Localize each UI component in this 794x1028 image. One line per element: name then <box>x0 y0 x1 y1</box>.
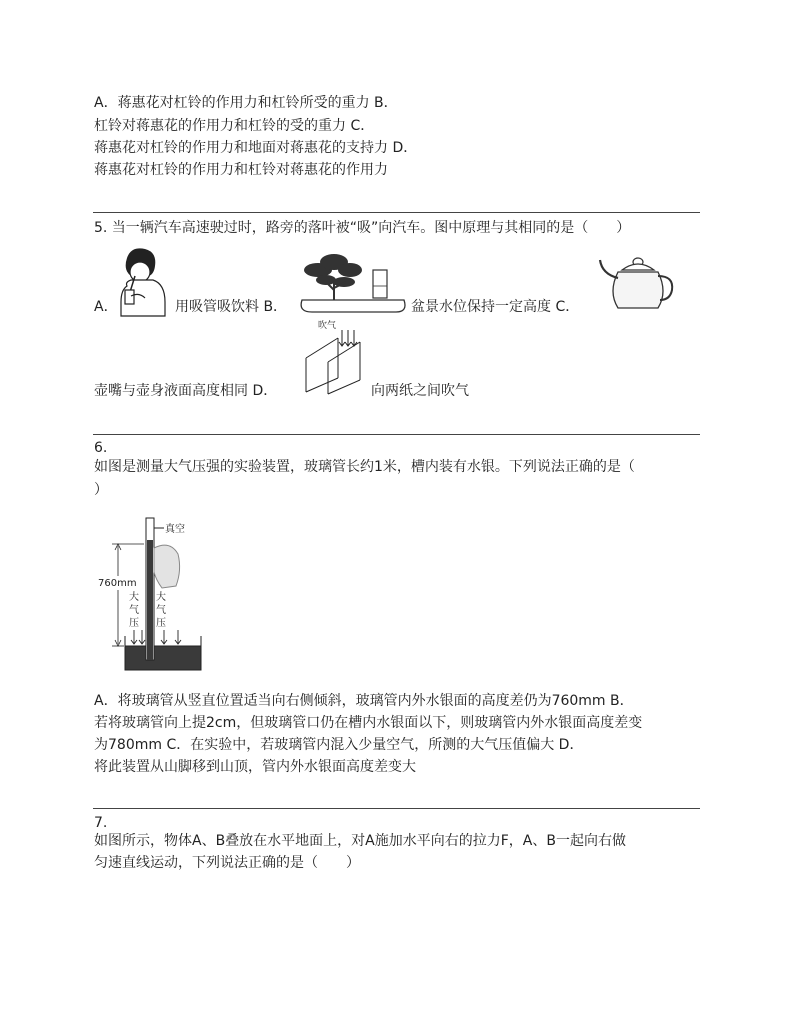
divider <box>93 212 700 213</box>
q6-stem-line-1: 如图是测量大气压强的实验装置，玻璃管长约1米，槽内装有水银。下列说法正确的是（ <box>94 459 635 475</box>
divider <box>93 808 700 809</box>
q5-option-b-text: 盆景水位保持一定高度 C． <box>411 299 580 315</box>
q4-option-line-1: A．蒋惠花对杠铃的作用力和杠铃所受的重力 B． <box>94 95 398 111</box>
q6-option-line-3: 为780mm C．在实验中，若玻璃管内混入少量空气，所测的大气压值偏大 D． <box>94 737 584 753</box>
q4-option-line-2: 杠铃对蒋惠花的作用力和杠铃的受的重力 C． <box>94 118 375 134</box>
q7-stem-line-2: 匀速直线运动，下列说法正确的是（ ） <box>94 855 360 871</box>
q5-option-a-prefix: A． <box>94 299 118 315</box>
q5-fig-b-bonsai <box>296 252 410 318</box>
q5-fig-c-teapot <box>598 248 678 316</box>
q6-option-line-1: A．将玻璃管从竖直位置适当向右侧倾斜，玻璃管内外水银面的高度差仍为760mm B． <box>94 693 634 709</box>
q5-option-d-text: 向两纸之间吹气 <box>371 383 469 399</box>
q6-option-line-4: 将此装置从山脚移到山顶，管内外水银面高度差变大 <box>94 759 416 775</box>
q6-number: 6. <box>94 440 108 456</box>
q6-fig-pressure-char: 压 <box>129 618 139 629</box>
q6-fig-height-label: 760mm <box>98 578 137 589</box>
q6-fig-pressure-char: 气 <box>129 605 139 616</box>
q6-stem-line-2: ） <box>94 482 108 498</box>
q5-stem: 5. 当一辆汽车高速驶过时，路旁的落叶被“吸”向汽车。图中原理与其相同的是（ ） <box>94 220 631 236</box>
q5-fig-a-drinking-straw <box>113 246 171 318</box>
q6-fig-vacuum-label: 真空 <box>165 524 185 535</box>
q4-option-line-4: 蒋惠花对杠铃的作用力和杠铃对蒋惠花的作用力 <box>94 162 388 178</box>
q5-fig-d-blowing-papers <box>298 318 368 396</box>
q7-stem-line-1: 如图所示，物体A、B叠放在水平地面上，对A施加水平向右的拉力F，A、B一起向右做 <box>94 833 626 849</box>
q6-fig-pressure-char: 气 <box>156 605 166 616</box>
q5-option-c-text: 壶嘴与壶身液面高度相同 D． <box>94 383 278 399</box>
q6-fig-pressure-char: 大 <box>156 592 166 603</box>
q5-fig-d-label: 吹气 <box>318 321 337 331</box>
q6-fig-pressure-char: 大 <box>129 592 139 603</box>
q6-fig-barometer <box>98 514 203 672</box>
divider <box>93 434 700 435</box>
q4-option-line-3: 蒋惠花对杠铃的作用力和地面对蒋惠花的支持力 D． <box>94 140 418 156</box>
q6-option-line-2: 若将玻璃管向上提2cm，但玻璃管口仍在槽内水银面以下，则玻璃管内外水银面高度差变 <box>94 715 643 731</box>
q5-option-a-text: 用吸管吸饮料 B． <box>175 299 288 315</box>
q6-fig-pressure-char: 压 <box>156 618 166 629</box>
q7-number: 7. <box>94 815 108 831</box>
